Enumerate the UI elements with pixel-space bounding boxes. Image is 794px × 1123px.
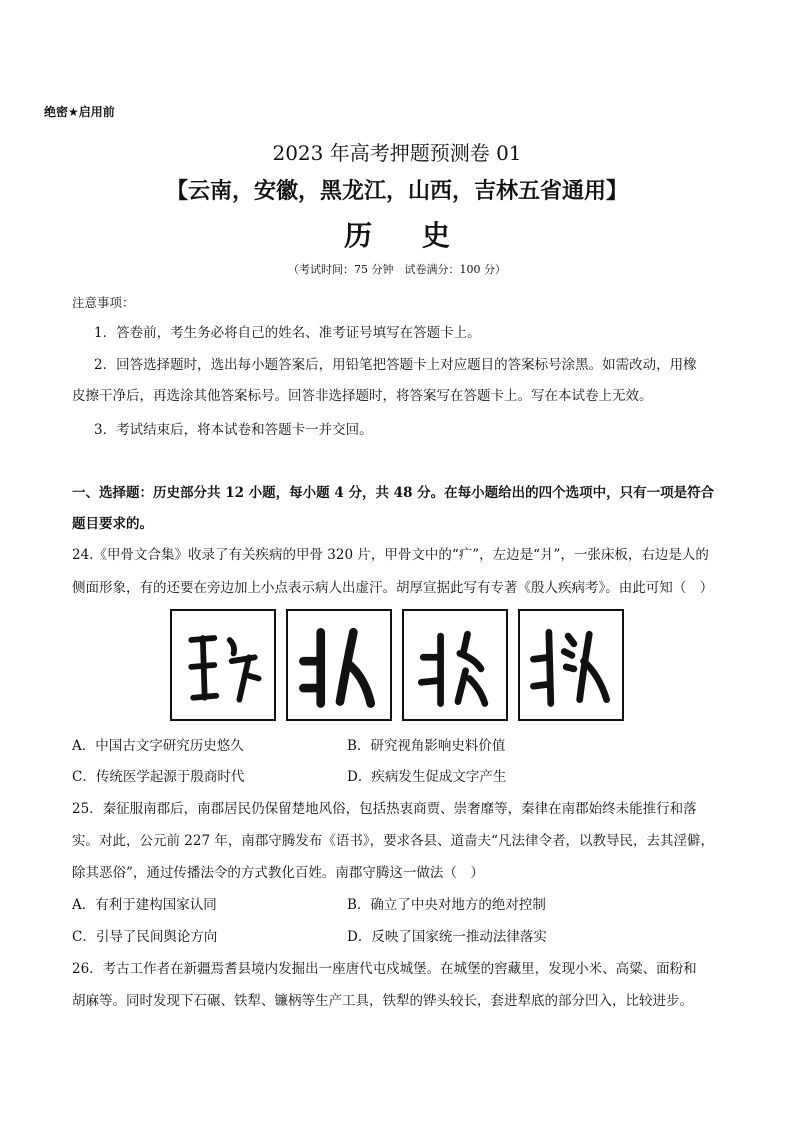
oracle-bone-glyph-4-icon bbox=[518, 609, 624, 721]
section-heading: 一、选择题：历史部分共 12 小题，每小题 4 分，共 48 分。在每小题给出的四个选项中，只有一项是符合 bbox=[72, 485, 715, 501]
question-25-option-d[interactable]: D．反映了国家统一推动法律落实 bbox=[347, 929, 547, 945]
question-25-stem: 除其恶俗”，通过传播法令的方式教化百姓。南郡守腾这一做法（ ） bbox=[72, 865, 484, 881]
question-26-stem: 胡麻等。同时发现下石碾、铁犁、镰柄等生产工具，铁犁的铧头较长，套进犁底的部分凹入，比较进步。 bbox=[72, 993, 693, 1009]
question-24-option-c[interactable]: C．传统医学起源于殷商时代 bbox=[72, 769, 245, 785]
oracle-bone-glyph-3-icon bbox=[402, 609, 508, 721]
question-24-option-b[interactable]: B．研究视角影响史料价值 bbox=[347, 738, 506, 754]
note-item: 1．答卷前，考生务必将自己的姓名、准考证号填写在答题卡上。 bbox=[94, 325, 481, 341]
question-25-option-c[interactable]: C．引导了民间舆论方向 bbox=[72, 929, 218, 945]
question-26-stem: 26．考古工作者在新疆焉耆县境内发掘出一座唐代屯戍城堡。在城堡的窖藏里，发现小米、高粱、面粉和 bbox=[72, 961, 697, 977]
question-24-stem: 24.《甲骨文合集》收录了有关疾病的甲骨 320 片，甲骨文中的“疒”，左边是“爿”，一张床板，右边是人的 bbox=[72, 547, 709, 563]
question-24-stem: 侧面形象，有的还要在旁边加上小点表示病人出虚汗。胡厚宣据此写有专著《殷人疾病考》。由此可知（ ） bbox=[72, 580, 714, 596]
question-25-option-b[interactable]: B．确立了中央对地方的绝对控制 bbox=[347, 897, 546, 913]
note-item: 3．考试结束后，将本试卷和答题卡一并交回。 bbox=[94, 422, 373, 438]
section-heading: 题目要求的。 bbox=[72, 516, 153, 532]
subject-heading: 历 史 bbox=[344, 219, 470, 252]
note-item: 皮擦干净后，再选涂其他答案标号。回答非选择题时，将答案写在答题卡上。写在本试卷上无效。 bbox=[72, 388, 653, 404]
oracle-bone-glyph-1-icon bbox=[170, 609, 276, 721]
exam-subtitle: 【云南，安徽，黑龙江，山西，吉林五省通用】 bbox=[165, 179, 628, 204]
exam-info: （考试时间：75 分钟 试卷满分：100 分） bbox=[288, 263, 506, 276]
confidential-label: 绝密★启用前 bbox=[44, 105, 115, 119]
note-item: 2．回答选择题时，选出每小题答案后，用铅笔把答题卡上对应题目的答案标号涂黑。如需改动，用橡 bbox=[94, 357, 697, 373]
question-25-stem: 实。对此，公元前 227 年，南郡守腾发布《语书》，要求各县、道啬夫“凡法律令者，以教导民，去其淫僻， bbox=[72, 833, 715, 849]
notes-title: 注意事项： bbox=[72, 295, 135, 310]
exam-title: 2023 年高考押题预测卷 01 bbox=[272, 141, 522, 165]
question-24-option-a[interactable]: A．中国古文字研究历史悠久 bbox=[72, 738, 244, 754]
question-24-option-d[interactable]: D．疾病发生促成文字产生 bbox=[347, 769, 507, 785]
oracle-bone-figure bbox=[170, 609, 626, 723]
question-25-option-a[interactable]: A．有利于建构国家认同 bbox=[72, 897, 217, 913]
question-25-stem: 25．秦征服南郡后，南郡居民仍保留楚地风俗，包括热衷商贾、崇奢靡等，秦律在南郡始终未能推行和落 bbox=[72, 801, 697, 817]
oracle-bone-glyph-2-icon bbox=[286, 609, 392, 721]
